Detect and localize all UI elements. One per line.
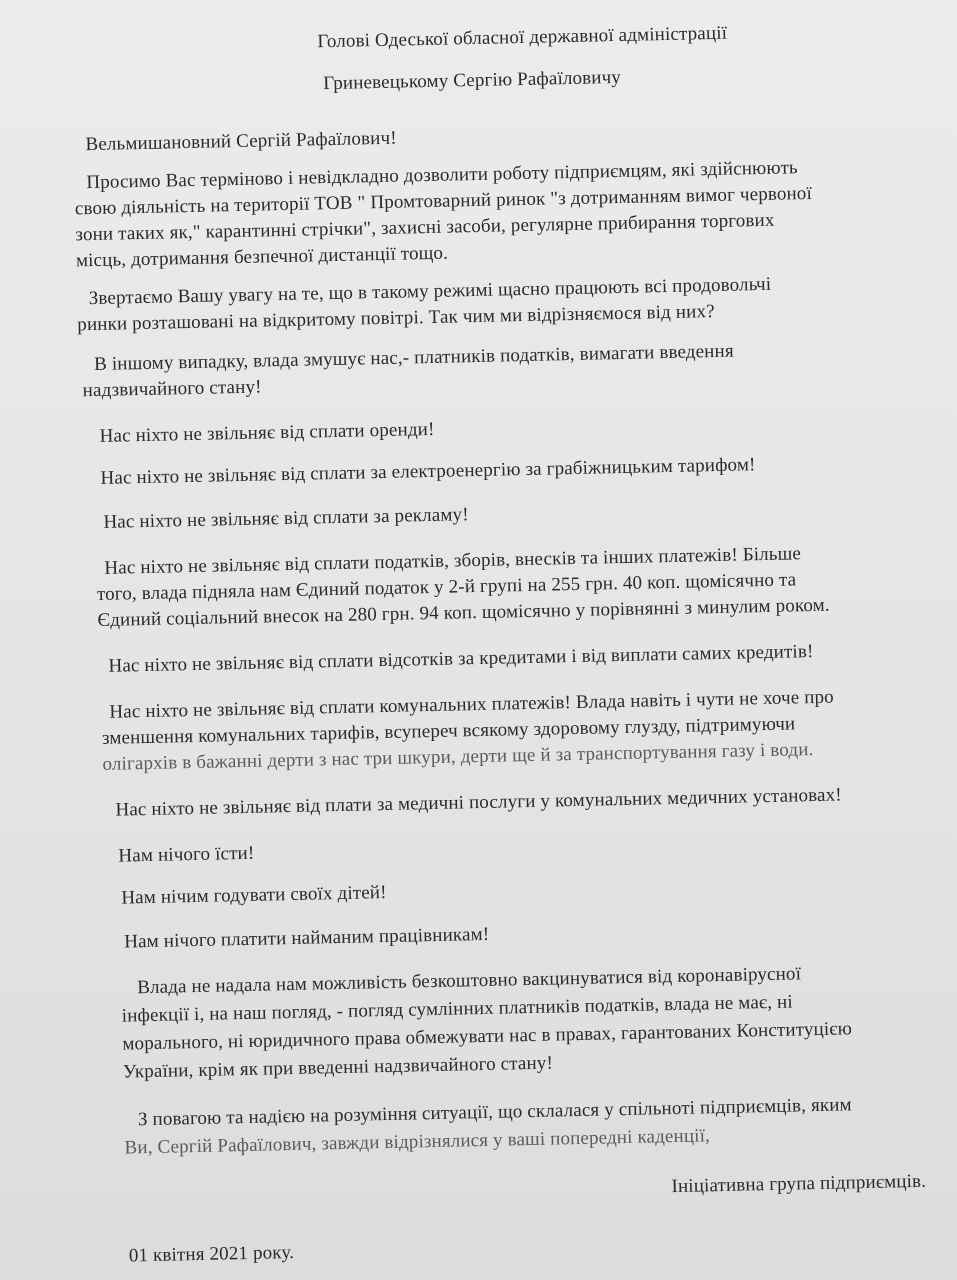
paragraph-10-line-1: Нас ніхто не звільняє від плати за медичні послуги у комунальних медичних установах! xyxy=(115,784,842,821)
paragraph-15-line-2: Ви, Сергій Рафаїлович, завжди відрізнялися у ваші попередні каденції, xyxy=(124,1125,711,1159)
paragraph-14-line-2: інфекції і, на наш погляд, - погляд сумлінних платників податків, влада не має, ні xyxy=(121,991,793,1027)
paragraph-14-line-4: України, крім як при введенні надзвичайного стану! xyxy=(122,1052,554,1083)
paragraph-6-line-1: Нас ніхто не звільняє від сплати за рекламу! xyxy=(103,504,469,533)
paragraph-8-line-1: Нас ніхто не звільняє від сплати відсотків за кредитами і від виплати самих кредитів! xyxy=(108,641,814,677)
paragraph-3-line-2: надзвичайного стану! xyxy=(82,376,262,402)
paragraph-1-line-2: свою діяльність на території ТОВ " Промтоварний ринок "з дотриманням вимог червоної xyxy=(74,182,813,220)
paragraph-14-line-1: Влада не надала нам можливість безкоштовно вакцинуватися від коронавірусної xyxy=(136,963,802,999)
paragraph-5-line-1: Нас ніхто не звільняє від сплати за електроенергію за грабіжницьким тарифом! xyxy=(100,454,756,489)
paragraph-3-line-1: В іншому випадку, влада змушує нас,- платників податків, вимагати введення xyxy=(93,340,734,376)
addressee-line-2: Гриневецькому Сергію Рафаїловичу xyxy=(323,66,622,95)
paragraph-2-line-1: Звертаємо Вашу увагу на те, що в такому режимі щасно працюють всі продовольчі xyxy=(88,273,772,310)
paragraph-7-line-3: Єдиний соціальний внесок на 280 грн. 94 коп. щомісячно у порівнянні з минулим роком. xyxy=(97,594,830,632)
paragraph-9-line-3: олігархів в бажанні дерти з нас три шкури, дерти ще й за транспортування газу і води. xyxy=(102,739,814,775)
paragraph-7-line-2: того, влада підняла нам Єдиний податок у 2-й групі на 255 грн. 40 коп. щомісячно та xyxy=(96,569,797,606)
paragraph-14-line-3: морального, ні юридичного права обмежувати нас в правах, гарантованих Конституцією xyxy=(122,1018,853,1055)
paragraph-4-line-1: Нас ніхто не звільняє від сплати оренди! xyxy=(99,418,435,447)
paragraph-9-line-1: Нас ніхто не звільняє від сплати комунальних платежів! Влада навіть і чути не хоче про xyxy=(109,686,835,723)
paragraph-1-line-4: місць, дотримання безпечної дистанції тощо. xyxy=(75,242,449,272)
addressee-line-1: Голові Одеської обласної державної адміністрації xyxy=(317,22,728,53)
paragraph-13-line-1: Нам нічого платити найманим працівникам! xyxy=(124,923,490,953)
paragraph-2-line-2: ринки розташовані на відкритому повітрі. Так чим ми відрізняємося від них? xyxy=(77,301,715,336)
paragraph-7-line-1: Нас ніхто не звільняє від сплати податків, зборів, внесків та інших платежів! Більше xyxy=(104,543,802,579)
greeting: Вельмишановний Сергій Рафаїлович! xyxy=(85,127,397,156)
signature: Ініціативна група підприємців. xyxy=(671,1170,927,1198)
paragraph-9-line-2: зменшення комунальних тарифів, всупереч всякому здоровому глузду, підтримуючи xyxy=(101,713,796,749)
letter-date: 01 квітня 2021 року. xyxy=(128,1242,295,1267)
paragraph-1-line-3: зони таких як," карантинні стрічки", захисні засоби, регулярне прибирання торгових xyxy=(75,209,775,246)
paragraph-12-line-1: Нам нічим годувати своїх дітей! xyxy=(121,882,387,909)
paragraph-1-line-1: Просимо Вас терміново і невідкладно дозволити роботу підприємцям, які здійснюють xyxy=(86,157,798,194)
paragraph-11-line-1: Нам нічого їсти! xyxy=(118,842,255,867)
paragraph-15-line-1: З повагою та надією на розуміння ситуації, що склалася у спільноті підприємців, яким xyxy=(137,1094,852,1131)
